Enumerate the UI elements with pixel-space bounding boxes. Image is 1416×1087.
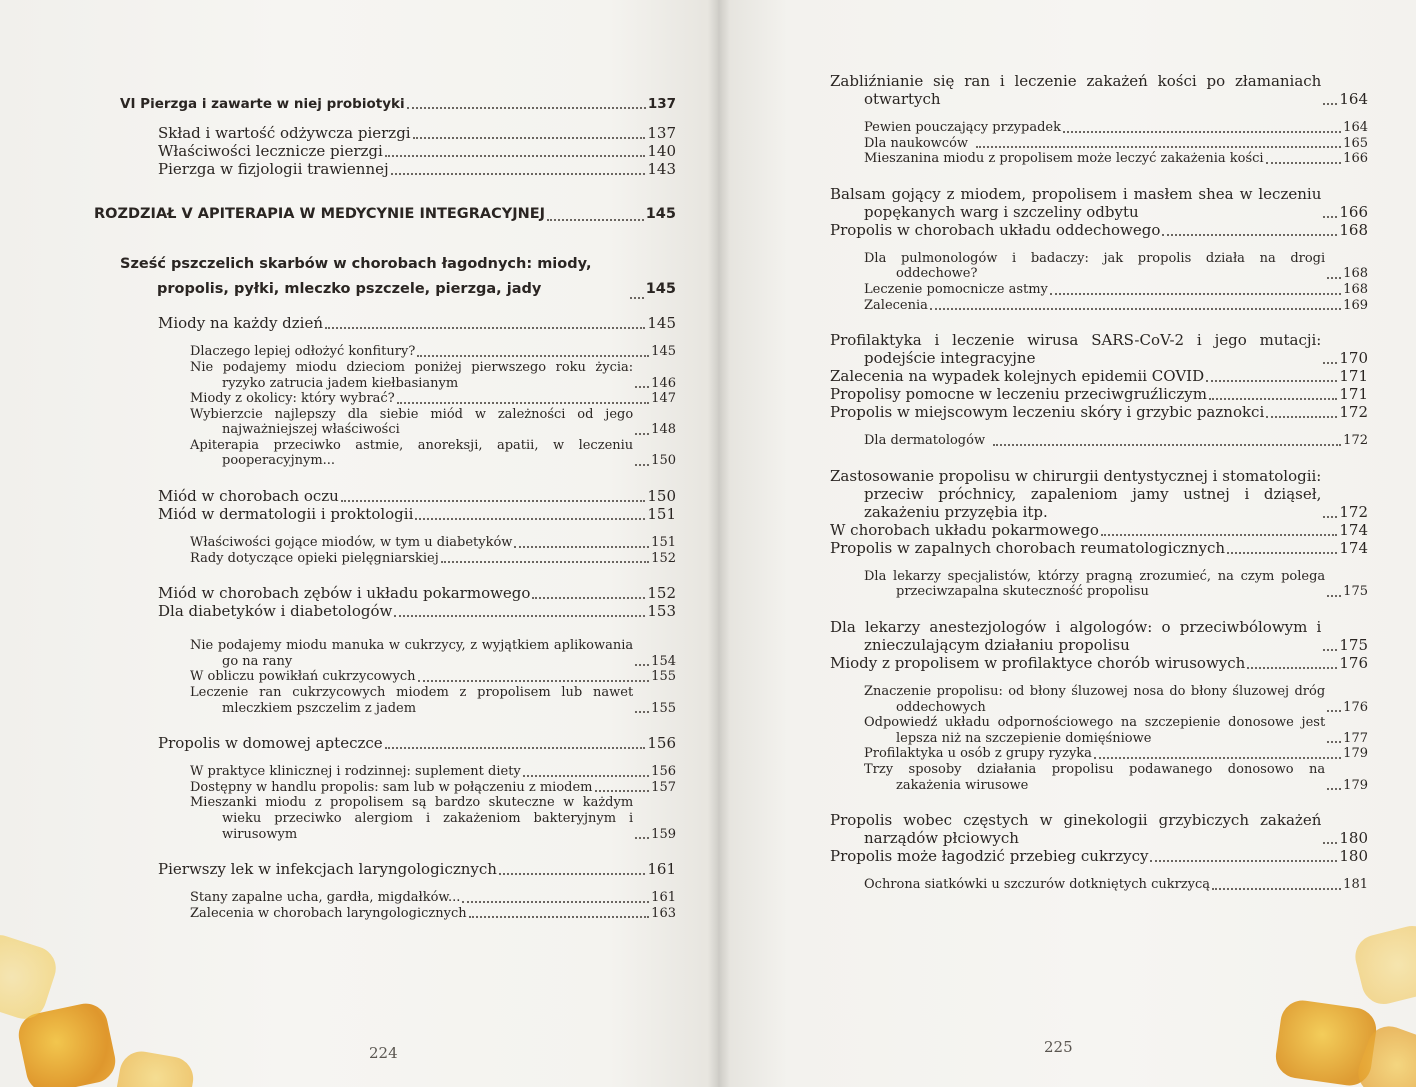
toc-entry bbox=[830, 136, 1368, 152]
toc-entry-page: 161 bbox=[651, 890, 676, 906]
toc-entry-page: 137 bbox=[647, 124, 676, 143]
toc-entry bbox=[94, 252, 676, 303]
toc-entry bbox=[830, 521, 1368, 539]
toc-dot-leader bbox=[394, 603, 645, 617]
toc-dot-leader bbox=[341, 488, 646, 502]
toc-entry bbox=[830, 618, 1368, 654]
toc-dot-leader bbox=[391, 161, 646, 175]
toc-entry bbox=[94, 602, 676, 620]
spacer bbox=[94, 716, 676, 734]
spacer bbox=[94, 332, 676, 344]
toc-entry-title: Rady dotyczące opieki pielęgniarskiej bbox=[190, 550, 439, 566]
toc-entry-page: 145 bbox=[647, 314, 676, 333]
spacer bbox=[830, 672, 1368, 684]
toc-dot-leader bbox=[595, 780, 650, 792]
toc-entry bbox=[830, 684, 1368, 715]
honeycomb-decoration bbox=[113, 1048, 196, 1087]
toc-entry bbox=[94, 638, 676, 669]
toc-dot-leader bbox=[397, 391, 649, 403]
toc-entry-title: Pierzga w fizjologii trawiennej bbox=[158, 160, 389, 179]
toc-dot-leader bbox=[462, 890, 649, 902]
toc-dot-leader bbox=[1323, 830, 1337, 844]
toc-entry-title: Nie podajemy miodu dzieciom poniżej pierwszego roku życia: ryzyko zatrucia jadem kiełbasianym bbox=[190, 359, 634, 391]
spacer bbox=[94, 566, 676, 584]
toc-dot-leader bbox=[1247, 655, 1337, 669]
toc-entry-title: Skład i wartość odżywcza pierzgi bbox=[158, 124, 411, 143]
spacer bbox=[830, 239, 1368, 251]
toc-entry-title: Dla pulmonologów i badaczy: jak propolis działa na drogi oddechowe? bbox=[864, 250, 1326, 282]
toc-entry-page: 147 bbox=[651, 391, 676, 407]
toc-entry-page: 168 bbox=[1339, 220, 1368, 239]
toc-entry bbox=[94, 438, 676, 469]
toc-entry bbox=[830, 385, 1368, 403]
toc-entry-title: VI Pierzga i zawarte w niej probiotyki bbox=[120, 96, 405, 112]
toc-left bbox=[94, 96, 676, 921]
spacer bbox=[830, 313, 1368, 331]
toc-dot-leader bbox=[1323, 350, 1337, 364]
toc-entry-page: 164 bbox=[1339, 90, 1368, 108]
toc-dot-leader bbox=[523, 764, 649, 776]
toc-entry bbox=[94, 584, 676, 602]
toc-entry-page: 151 bbox=[651, 535, 676, 551]
toc-entry-title: W praktyce klinicznej i rodzinnej: suplement diety bbox=[190, 764, 521, 780]
toc-dot-leader bbox=[1323, 91, 1337, 105]
toc-dot-leader bbox=[635, 376, 649, 388]
toc-dot-leader bbox=[1266, 404, 1337, 418]
toc-entry-page: 159 bbox=[651, 826, 676, 842]
toc-dot-leader bbox=[635, 423, 649, 435]
toc-dot-leader bbox=[1050, 282, 1341, 294]
spacer bbox=[94, 878, 676, 890]
toc-entry-title: Właściwości gojące miodów, w tym u diabetyków bbox=[190, 535, 513, 551]
toc-entry-title: Leczenie ran cukrzycowych miodem z propolisem lub nawet mleczkiem pszczelim z jadem bbox=[190, 685, 634, 716]
toc-entry-page: 154 bbox=[651, 653, 676, 669]
toc-entry-title: Mieszanina miodu z propolisem może leczyć zakażenia kości bbox=[864, 151, 1264, 167]
toc-dot-leader bbox=[976, 136, 1342, 148]
spacer bbox=[830, 600, 1368, 618]
toc-dot-leader bbox=[1063, 120, 1341, 132]
toc-entry-title: Propolis w zapalnych chorobach reumatologicznych bbox=[830, 538, 1226, 557]
toc-entry bbox=[94, 160, 676, 178]
toc-entry bbox=[94, 505, 676, 523]
toc-dot-leader bbox=[547, 207, 644, 221]
toc-entry-page: 170 bbox=[1339, 349, 1368, 368]
toc-entry-page: 156 bbox=[647, 734, 676, 753]
toc-entry bbox=[94, 391, 676, 407]
toc-entry-title: Stany zapalne ucha, gardła, migdałków... bbox=[190, 890, 461, 906]
toc-dot-leader bbox=[1206, 368, 1337, 382]
toc-entry bbox=[830, 746, 1368, 762]
toc-entry-title: Balsam gojący z miodem, propolisem i masłem shea w leczeniu popękanych warg i szczeliny odbytu bbox=[830, 184, 1322, 221]
toc-dot-leader bbox=[1323, 504, 1337, 518]
toc-entry-page: 137 bbox=[647, 96, 676, 112]
toc-dot-leader bbox=[1327, 731, 1341, 743]
toc-dot-leader bbox=[930, 298, 1341, 310]
toc-entry-title: Trzy sposoby działania propolisu podawanego donosowo na zakażenia wirusowe bbox=[864, 761, 1326, 793]
toc-entry-title: Dla naukowców bbox=[864, 135, 969, 151]
toc-entry-page: 166 bbox=[1343, 151, 1368, 167]
spacer bbox=[830, 167, 1368, 185]
toc-entry-title: Propolis w domowej apteczce bbox=[158, 734, 383, 753]
toc-entry bbox=[830, 120, 1368, 136]
toc-entry-page: 171 bbox=[1339, 385, 1368, 404]
toc-dot-leader bbox=[441, 551, 649, 563]
spacer bbox=[830, 865, 1368, 877]
toc-entry-page: 150 bbox=[647, 487, 676, 506]
toc-entry-page: 163 bbox=[651, 905, 676, 921]
toc-entry-title: Znaczenie propolisu: od błony śluzowej nosa do błony śluzowej dróg oddechowych bbox=[864, 683, 1326, 715]
toc-entry-title: Zalecenia na wypadek kolejnych epidemii COVID bbox=[830, 367, 1205, 386]
toc-entry bbox=[830, 185, 1368, 221]
spacer bbox=[94, 842, 676, 860]
toc-entry-title: Dlaczego lepiej odłożyć konfitury? bbox=[190, 344, 416, 360]
toc-dot-leader bbox=[469, 906, 650, 918]
toc-entry-title: Odpowiedź układu odpornościowego na szczepienie donosowe jest lepsza niż na szczepienie domięśniowe bbox=[864, 715, 1326, 746]
spacer bbox=[94, 620, 676, 638]
toc-entry-page: 152 bbox=[651, 550, 676, 566]
toc-entry-page: 174 bbox=[1339, 520, 1368, 539]
toc-entry-title: Dla lekarzy anestezjologów i algologów: o przeciwbólowym i znieczulającym działaniu propolisu bbox=[830, 617, 1322, 654]
toc-entry-page: 146 bbox=[651, 375, 676, 391]
toc-dot-leader bbox=[532, 585, 645, 599]
toc-entry bbox=[830, 847, 1368, 865]
toc-dot-leader bbox=[635, 654, 649, 666]
toc-dot-leader bbox=[1327, 778, 1341, 790]
spacer bbox=[94, 523, 676, 535]
toc-entry-page: 152 bbox=[647, 584, 676, 603]
toc-entry-page: 169 bbox=[1343, 297, 1368, 313]
toc-entry bbox=[94, 890, 676, 906]
toc-entry-page: 165 bbox=[1343, 135, 1368, 151]
toc-entry-title: Pewien pouczający przypadek bbox=[864, 120, 1061, 135]
toc-dot-leader bbox=[1094, 747, 1341, 759]
spacer bbox=[94, 752, 676, 764]
toc-entry-title: Pierwszy lek w infekcjach laryngologicznych bbox=[158, 860, 497, 879]
toc-entry-page: 176 bbox=[1343, 699, 1368, 715]
toc-dot-leader bbox=[499, 861, 645, 875]
toc-entry-page: 153 bbox=[647, 602, 676, 621]
toc-entry-title: Sześć pszczelich skarbów w chorobach łagodnych: miody, propolis, pyłki, mleczko pszczele, pierzga, jady bbox=[120, 255, 592, 297]
toc-entry bbox=[830, 877, 1368, 893]
toc-entry-page: 166 bbox=[1339, 202, 1368, 221]
toc-entry bbox=[830, 331, 1368, 367]
toc-dot-leader bbox=[514, 535, 649, 547]
spacer bbox=[830, 421, 1368, 433]
toc-entry bbox=[830, 654, 1368, 672]
toc-entry bbox=[94, 551, 676, 567]
toc-entry-page: 179 bbox=[1343, 746, 1368, 762]
toc-entry-title: Wybierzcie najlepszy dla siebie miód w zależności od jego najważniejszej właściwości bbox=[190, 406, 634, 438]
toc-entry bbox=[94, 780, 676, 796]
toc-entry-page: 176 bbox=[1339, 653, 1368, 672]
page-number: 224 bbox=[369, 1044, 398, 1062]
toc-entry-title: Zastosowanie propolisu w chirurgii dentystycznej i stomatologii: przeciw próchnicy, zapaleniom jamy ustnej i dziąseł, zakażeniu przyzębia itp. bbox=[830, 466, 1322, 521]
toc-entry-page: 175 bbox=[1339, 635, 1368, 654]
toc-entry bbox=[830, 539, 1368, 557]
toc-entry bbox=[94, 407, 676, 438]
toc-entry-title: W chorobach układu pokarmowego bbox=[830, 520, 1099, 539]
spacer bbox=[94, 469, 676, 487]
toc-dot-leader bbox=[418, 670, 650, 682]
toc-entry-title: Zabliźnianie się ran i leczenie zakażeń kości po złamaniach otwartych bbox=[830, 72, 1322, 108]
toc-dot-leader bbox=[415, 506, 645, 520]
toc-entry bbox=[94, 314, 676, 332]
toc-entry-title: Właściwości lecznicze pierzgi bbox=[158, 142, 383, 161]
toc-entry-title: Propolis może łagodzić przebieg cukrzycy bbox=[830, 847, 1149, 866]
toc-entry-title: W obliczu powikłań cukrzycowych bbox=[190, 669, 416, 685]
toc-entry bbox=[830, 367, 1368, 385]
toc-entry-title: Zalecenia w chorobach laryngologicznych bbox=[190, 905, 467, 921]
toc-entry-title: ROZDZIAŁ V APITERAPIA W MEDYCYNIE INTEGRACYJNEJ bbox=[94, 206, 546, 223]
spacer bbox=[94, 178, 676, 206]
toc-entry bbox=[94, 206, 676, 223]
toc-entry bbox=[94, 685, 676, 716]
toc-dot-leader bbox=[1323, 204, 1337, 218]
toc-dot-leader bbox=[635, 827, 649, 839]
spacer bbox=[94, 224, 676, 252]
toc-dot-leader bbox=[413, 125, 646, 139]
toc-dot-leader bbox=[1101, 522, 1337, 536]
book-gutter-shadow bbox=[708, 0, 730, 1087]
toc-dot-leader bbox=[630, 286, 644, 300]
toc-entry-page: 155 bbox=[651, 669, 676, 685]
toc-entry bbox=[94, 906, 676, 922]
toc-entry-page: 161 bbox=[647, 860, 676, 879]
toc-dot-leader bbox=[1323, 637, 1337, 651]
toc-entry-page: 174 bbox=[1339, 538, 1368, 557]
toc-entry-title: Propolis w miejscowym leczeniu skóry i grzybic paznokci bbox=[830, 403, 1265, 422]
toc-entry-page: 180 bbox=[1339, 847, 1368, 866]
toc-entry bbox=[830, 433, 1368, 449]
toc-entry-page: 172 bbox=[1339, 502, 1368, 521]
toc-dot-leader bbox=[1162, 222, 1337, 236]
toc-dot-leader bbox=[1266, 151, 1342, 163]
toc-entry bbox=[830, 282, 1368, 298]
toc-dot-leader bbox=[325, 315, 645, 329]
toc-entry-title: Ochrona siatkówki u szczurów dotkniętych cukrzycą bbox=[864, 877, 1211, 893]
toc-entry-page: 179 bbox=[1343, 777, 1368, 793]
toc-entry bbox=[830, 221, 1368, 239]
toc-dot-leader bbox=[385, 143, 646, 157]
toc-entry-title: Apiterapia przeciwko astmie, anoreksji, apatii, w leczeniu pooperacyjnym... bbox=[190, 437, 634, 469]
toc-entry-title: Nie podajemy miodu manuka w cukrzycy, z wyjątkiem aplikowania go na rany bbox=[190, 638, 634, 669]
toc-dot-leader bbox=[635, 454, 649, 466]
toc-dot-leader bbox=[1209, 386, 1337, 400]
toc-entry-page: 140 bbox=[647, 142, 676, 161]
spacer bbox=[94, 112, 676, 124]
page-number: 225 bbox=[1044, 1038, 1073, 1056]
toc-entry-title: Dla lekarzy specjalistów, którzy pragną zrozumieć, na czym polega przeciwzapalna skuteczność propolisu bbox=[864, 568, 1326, 600]
toc-entry-title: Miody na każdy dzień bbox=[158, 314, 324, 333]
toc-entry-page: 181 bbox=[1343, 877, 1368, 893]
spacer bbox=[830, 793, 1368, 811]
toc-dot-leader bbox=[1150, 848, 1337, 862]
toc-dot-leader bbox=[1327, 700, 1341, 712]
toc-entry-page: 145 bbox=[645, 206, 676, 223]
toc-entry-title: Propolisy pomocne w leczeniu przeciwgruźliczym bbox=[830, 385, 1207, 404]
toc-entry bbox=[94, 142, 676, 160]
spacer bbox=[830, 449, 1368, 467]
toc-entry bbox=[94, 360, 676, 391]
toc-entry-title: Miód w chorobach oczu bbox=[158, 487, 339, 506]
toc-entry-page: 171 bbox=[1339, 367, 1368, 386]
toc-entry-title: Miody z okolicy: który wybrać? bbox=[190, 391, 395, 407]
toc-entry-page: 177 bbox=[1343, 730, 1368, 746]
toc-entry bbox=[830, 151, 1368, 167]
toc-entry-title: Dla diabetyków i diabetologów bbox=[158, 602, 393, 621]
toc-entry-page: 180 bbox=[1339, 829, 1368, 848]
toc-dot-leader bbox=[1327, 267, 1341, 279]
toc-entry-page: 168 bbox=[1343, 266, 1368, 282]
toc-entry bbox=[94, 487, 676, 505]
toc-entry-title: Miód w dermatologii i proktologii bbox=[158, 505, 414, 524]
toc-entry-page: 145 bbox=[651, 344, 676, 360]
toc-entry-page: 148 bbox=[651, 422, 676, 438]
toc-entry-page: 172 bbox=[1343, 433, 1368, 449]
toc-entry-page: 175 bbox=[1343, 584, 1368, 600]
toc-entry-title: Miód w chorobach zębów i układu pokarmowego bbox=[158, 584, 531, 603]
toc-entry-page: 164 bbox=[1343, 120, 1368, 135]
toc-dot-leader bbox=[1212, 877, 1341, 889]
toc-entry-title: Zalecenia bbox=[864, 297, 928, 313]
toc-entry-title: Profilaktyka i leczenie wirusa SARS-CoV-2 i jego mutacji: podejście integracyjne bbox=[830, 331, 1322, 368]
toc-entry bbox=[830, 811, 1368, 847]
toc-entry-title: Dostępny w handlu propolis: sam lub w połączeniu z miodem bbox=[190, 779, 593, 795]
toc-entry-page: 172 bbox=[1339, 403, 1368, 422]
spacer bbox=[830, 557, 1368, 569]
toc-entry-page: 168 bbox=[1343, 281, 1368, 297]
toc-entry bbox=[830, 251, 1368, 282]
toc-dot-leader bbox=[417, 345, 649, 357]
toc-entry-page: 143 bbox=[647, 160, 676, 179]
toc-right bbox=[830, 72, 1368, 893]
toc-entry-page: 156 bbox=[651, 764, 676, 780]
toc-entry bbox=[94, 669, 676, 685]
toc-entry bbox=[94, 764, 676, 780]
toc-entry-page: 145 bbox=[645, 280, 676, 297]
toc-entry-title: Dla dermatologów bbox=[864, 433, 986, 449]
toc-dot-leader bbox=[1327, 585, 1341, 597]
toc-entry-title: Propolis wobec częstych w ginekologii grzybiczych zakażeń narządów płciowych bbox=[830, 811, 1322, 848]
toc-entry bbox=[94, 535, 676, 551]
toc-entry-page: 155 bbox=[651, 700, 676, 716]
toc-entry-title: Leczenie pomocnicze astmy bbox=[864, 281, 1048, 297]
toc-dot-leader bbox=[385, 735, 646, 749]
toc-entry bbox=[830, 762, 1368, 793]
spacer bbox=[830, 108, 1368, 120]
toc-entry bbox=[94, 860, 676, 878]
toc-entry bbox=[830, 298, 1368, 314]
toc-entry bbox=[830, 72, 1368, 108]
toc-entry-page: 157 bbox=[651, 779, 676, 795]
toc-entry bbox=[830, 467, 1368, 521]
toc-entry-title: Mieszanki miodu z propolisem są bardzo skuteczne w każdym wieku przeciwko alergiom i zakażeniom bakteryjnym i wirusowym bbox=[190, 795, 634, 842]
toc-dot-leader bbox=[635, 701, 649, 713]
honeycomb-decoration bbox=[1351, 921, 1416, 1008]
toc-entry bbox=[94, 96, 676, 112]
toc-entry-page: 151 bbox=[647, 505, 676, 524]
toc-entry bbox=[94, 734, 676, 752]
toc-entry bbox=[94, 795, 676, 842]
toc-entry-title: Profilaktyka u osób z grupy ryzyka bbox=[864, 746, 1092, 762]
toc-entry-page: 150 bbox=[651, 453, 676, 469]
toc-entry-title: Propolis w chorobach układu oddechowego bbox=[830, 220, 1161, 239]
toc-dot-leader bbox=[993, 433, 1342, 445]
toc-dot-leader bbox=[1227, 540, 1337, 554]
toc-entry bbox=[830, 569, 1368, 600]
toc-entry bbox=[830, 403, 1368, 421]
toc-entry bbox=[94, 124, 676, 142]
spacer bbox=[94, 302, 676, 314]
toc-entry-title: Miody z propolisem w profilaktyce chorób wirusowych bbox=[830, 653, 1246, 672]
toc-entry bbox=[94, 344, 676, 360]
right-page bbox=[718, 0, 1416, 1087]
toc-entry bbox=[830, 715, 1368, 746]
toc-dot-leader bbox=[407, 96, 646, 109]
